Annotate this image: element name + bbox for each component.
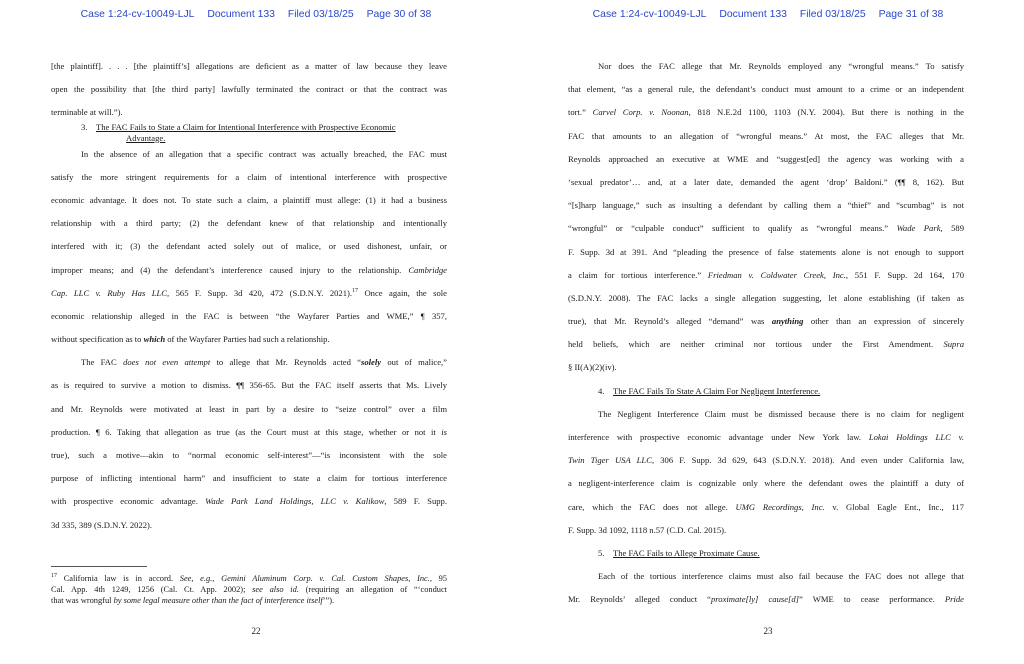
footnote-17: $^{17}$ California law is in accord. See, e.g., Gemini Aluminum Corp. v. Cal. Custom Shapes, Inc., 95 Cal. App. 4th 1249, 1256 (Cal. Ct. App. 2002); see also id. (requiring an allegation of “‘conduct that was wrongful by some legal measure other than the fact of interference itself’”).: [51, 573, 448, 605]
text-line: held beliefs, which are neither criminal nor tortious under the First Amendment. Supra: [568, 339, 964, 350]
text-line: [the plaintiff]. . . . [the plaintiff’s] allegations are deficient as a matter of law because they leave: [51, 61, 447, 71]
text-line: (S.D.N.Y. 2008). The FAC lacks a single allegation suggesting, let alone establishing (if taken as: [568, 292, 964, 303]
text-line: and Mr. Reynolds were motivated at least in part by a desire to “seize control” over a film: [51, 403, 447, 414]
text-line: Twin Tiger USA LLC, 306 F. Supp. 3d 629, 643 (S.D.N.Y. 2018). And even under California law,: [568, 455, 964, 466]
document-number[interactable]: Document 133: [719, 9, 787, 20]
case-number[interactable]: Case 1:24-cv-10049-LJL: [592, 9, 707, 20]
text-line: economic advantage. It does not. To state such a claim, a plaintiff must allege: (1) it had a business: [51, 194, 447, 205]
text-line: relationship with a third party; (2) the defendant knew of that relationship and intentionally: [51, 218, 447, 229]
body-text: [568, 59, 964, 616]
text-line: In the absence of an allegation that a specific contract was actually breached, the FAC must: [81, 148, 447, 159]
footnote-separator: [51, 566, 147, 567]
text-line: interfered with it; (3) the defendant acted solely out of malice, or used dishonest, unfair, or: [51, 241, 447, 252]
text-line: as is required to survive a motion to dismiss. ¶¶ 356-65. But the FAC itself asserts that Ms. Lively: [51, 380, 447, 391]
text-line: production. ¶ 6. Taking that allegation as true (as the Court must at this stage, whether or not it is: [51, 426, 447, 437]
section-heading-4: 4. The FAC Fails To State A Claim For Negligent Interference.: [598, 385, 821, 396]
page-header: [512, 9, 1024, 20]
text-line: without specification as to which of the Wayfarer Parties had such a relationship.: [51, 334, 330, 345]
section-heading-3: 3. The FAC Fails to State a Claim for Intentional Interference with Prospective Economic Advantage.: [81, 121, 396, 143]
text-line: true), such a motive—akin to “normal economic self-interest”—“is inconsistent with the sole: [51, 450, 447, 460]
text-line: Mr. Reynolds’ alleged conduct “proximate[ly] cause[d]” WME to cease performance. Pride: [568, 594, 964, 605]
page-indicator[interactable]: Page 30 of 38: [366, 9, 432, 20]
text-line: Each of the tortious interference claims must also fail because the FAC does not allege that: [598, 571, 964, 582]
text-line: terminable at will.”).: [51, 107, 123, 118]
text-line: The FAC does not even attempt to allege that Mr. Reynolds acted “solely out of malice,”: [81, 357, 447, 368]
text-line: 3d 335, 389 (S.D.N.Y. 2022).: [51, 519, 153, 530]
text-line: Reynolds approached an executive at WME and “suggest[ed] the agency was working with a: [568, 153, 964, 164]
text-line: with prospective economic advantage. Wade Park Land Holdings, LLC v. Kalikow, 589 F. Supp.: [51, 496, 447, 507]
section-heading-5: 5. The FAC Fails to Allege Proximate Cause.: [598, 547, 760, 558]
text-line: FAC that amounts to an allegation of “wrongful means.” At most, the FAC alleges that Mr.: [568, 130, 964, 141]
body-text: [51, 59, 447, 541]
text-line: true), that Mr. Reynold’s alleged “demand” was anything other than an expression of sincerely: [568, 316, 964, 327]
text-line: § II(A)(2)(iv).: [568, 362, 617, 373]
filed-date[interactable]: Filed 03/18/25: [287, 9, 354, 20]
text-line: “wrongful” or “culpable conduct” sufficient to qualify as “wrongful means.” Wade Park, 589: [568, 223, 965, 234]
text-line: purpose of inflicting intentional harm” and insufficient to state a claim for tortious interference: [51, 473, 447, 484]
text-line: ‘sexual predator’… and, at a later date, demanded the agent ‘drop’ Baldoni.” (¶¶ 8, 162). But: [568, 176, 964, 187]
case-number[interactable]: Case 1:24-cv-10049-LJL: [80, 9, 195, 20]
text-line: a claim for tortious interference.” Friedman v. Coldwater Creek, Inc., 551 F. Supp. 2d 164, 170: [568, 269, 964, 280]
document-number[interactable]: Document 133: [207, 9, 275, 20]
text-line: interference with prospective economic advantage under New York law. Lokai Holdings LLC v.: [568, 432, 964, 442]
page-number: 22: [251, 626, 261, 636]
text-line: The Negligent Interference Claim must be dismissed because there is no claim for negligent: [598, 408, 964, 419]
text-line: care, which the FAC does not allege. UMG Recordings, Inc. v. Global Eagle Ent., Inc., 117: [568, 501, 964, 512]
text-line: satisfy the more stringent requirements for a claim of intentional interference with prospective: [51, 171, 447, 182]
text-line: open the possibility that [the third party] lawfully terminated the contract or that the contract was: [51, 84, 447, 95]
text-line: “[s]harp language,” such as insulting a defendant by calling them a “thief” and “scumbag” is not: [568, 200, 964, 211]
filed-date[interactable]: Filed 03/18/25: [799, 9, 866, 20]
page-number: 23: [763, 626, 773, 636]
text-line: a negligent-interference claim is cognizable only where the defendant owes the plaintiff a duty of: [568, 478, 964, 489]
text-line: economic relationship alleged in the FAC is between “the Wayfarer Parties and WME,” ¶ 357,: [51, 310, 447, 321]
page-indicator[interactable]: Page 31 of 38: [878, 9, 944, 20]
text-line: F. Supp. 3d 1092, 1118 n.57 (C.D. Cal. 2015).: [568, 524, 727, 535]
text-line: improper means; and (4) the defendant’s interference caused injury to the relationship. Cambridge: [51, 264, 447, 275]
text-line: Cap. LLC v. Ruby Has LLC, 565 F. Supp. 3d 420, 472 (S.D.N.Y. 2021).$^{17}$ Once again, the sole: [51, 287, 447, 298]
page-header: [0, 9, 512, 20]
text-line: F. Supp. 3d at 391. And “pleading the presence of false statements alone is not enough to support: [568, 246, 964, 257]
text-line: tort.” Carvel Corp. v. Noonan, 818 N.E.2d 1100, 1103 (N.Y. 2004). But there is nothing in the: [568, 107, 964, 118]
text-line: Nor does the FAC allege that Mr. Reynolds employed any “wrongful means.” To satisfy: [598, 61, 964, 71]
text-line: that element, “as a general rule, the defendant’s conduct must amount to a crime or an independent: [568, 84, 964, 95]
